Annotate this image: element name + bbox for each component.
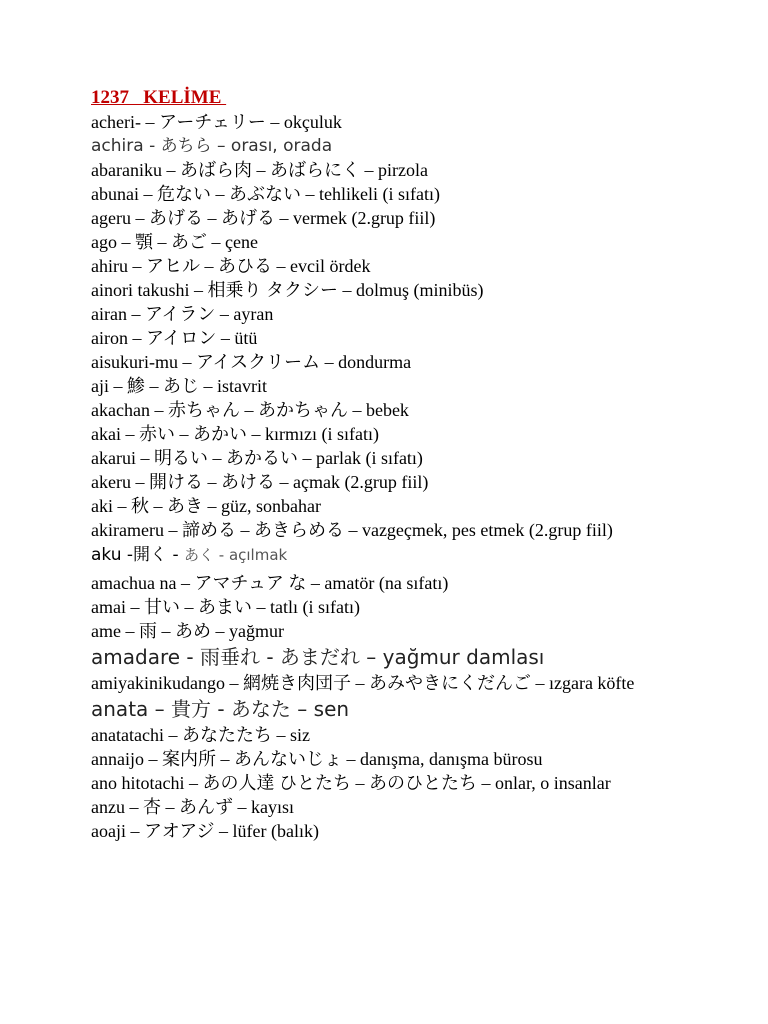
- entry-aku-part-b: あく - açılmak: [184, 546, 288, 564]
- entry-aku-part-a: aku -開く -: [91, 545, 184, 565]
- entry-amiyakinikudango: amiyakinikudango – 網焼き肉団子 – あみやきにくだんご – ızgara köfte: [91, 673, 635, 693]
- entry-aji: aji – 鯵 – あじ – istavrit: [91, 376, 267, 396]
- entry-ano-hitotachi: ano hitotachi – あの人達 ひとたち – あのひとたち – onlar, o insanlar: [91, 773, 611, 793]
- entry-ainori-takushi: ainori takushi – 相乗り タクシー – dolmuş (minibüs): [91, 280, 484, 300]
- entry-akeru: akeru – 開ける – あける – açmak (2.grup fiil): [91, 472, 429, 492]
- entry-abaraniku: abaraniku – あばら肉 – あばらにく – pirzola: [91, 160, 428, 180]
- entry-ageru: ageru – あげる – あげる – vermek (2.grup fiil): [91, 208, 436, 228]
- entry-amadare: amadare - 雨垂れ - あまだれ – yağmur damlası: [91, 645, 545, 669]
- entry-annaijo: annaijo – 案内所 – あんないじょ – danışma, danışma bürosu: [91, 749, 543, 769]
- entry-aki: aki – 秋 – あき – güz, sonbahar: [91, 496, 321, 516]
- entry-ahiru: ahiru – アヒル – あひる – evcil ördek: [91, 256, 371, 276]
- entry-ago: ago – 顎 – あご – çene: [91, 232, 258, 252]
- entry-aku: [91, 542, 741, 567]
- entry-akai: akai – 赤い – あかい – kırmızı (i sıfatı): [91, 424, 379, 444]
- entry-airan: airan – アイラン – ayran: [91, 304, 274, 324]
- document-title: 1237 KELİME: [91, 87, 227, 108]
- entry-aoaji: aoaji – アオアジ – lüfer (balık): [91, 821, 319, 841]
- entry-abunai: abunai – 危ない – あぶない – tehlikeli (i sıfatı): [91, 184, 440, 204]
- entry-amai: amai – 甘い – あまい – tatlı (i sıfatı): [91, 597, 360, 617]
- entry-akirameru: akirameru – 諦める – あきらめる – vazgeçmek, pes etmek (2.grup fiil): [91, 520, 613, 540]
- entry-akarui: akarui – 明るい – あかるい – parlak (i sıfatı): [91, 448, 423, 468]
- entry-anzu: anzu – 杏 – あんず – kayısı: [91, 797, 294, 817]
- entry-ame: ame – 雨 – あめ – yağmur: [91, 621, 284, 641]
- entry-aisukuri-mu: aisukuri-mu – アイスクリーム – dondurma: [91, 352, 412, 372]
- entry-airon: airon – アイロン – ütü: [91, 328, 258, 348]
- entry-akachan: akachan – 赤ちゃん – あかちゃん – bebek: [91, 400, 409, 420]
- entry-anatatachi: anatatachi – あなたたち – siz: [91, 725, 310, 745]
- entry-amachua-na: amachua na – アマチュア な – amatör (na sıfatı): [91, 573, 449, 593]
- entry-acheri: acheri- – アーチェリー – okçuluk: [91, 112, 342, 132]
- entry-achira: achira - あちら – orası, orada: [91, 136, 333, 156]
- document-page: [91, 86, 741, 843]
- entry-anata: anata – 貴方 - あなた – sen: [91, 697, 350, 721]
